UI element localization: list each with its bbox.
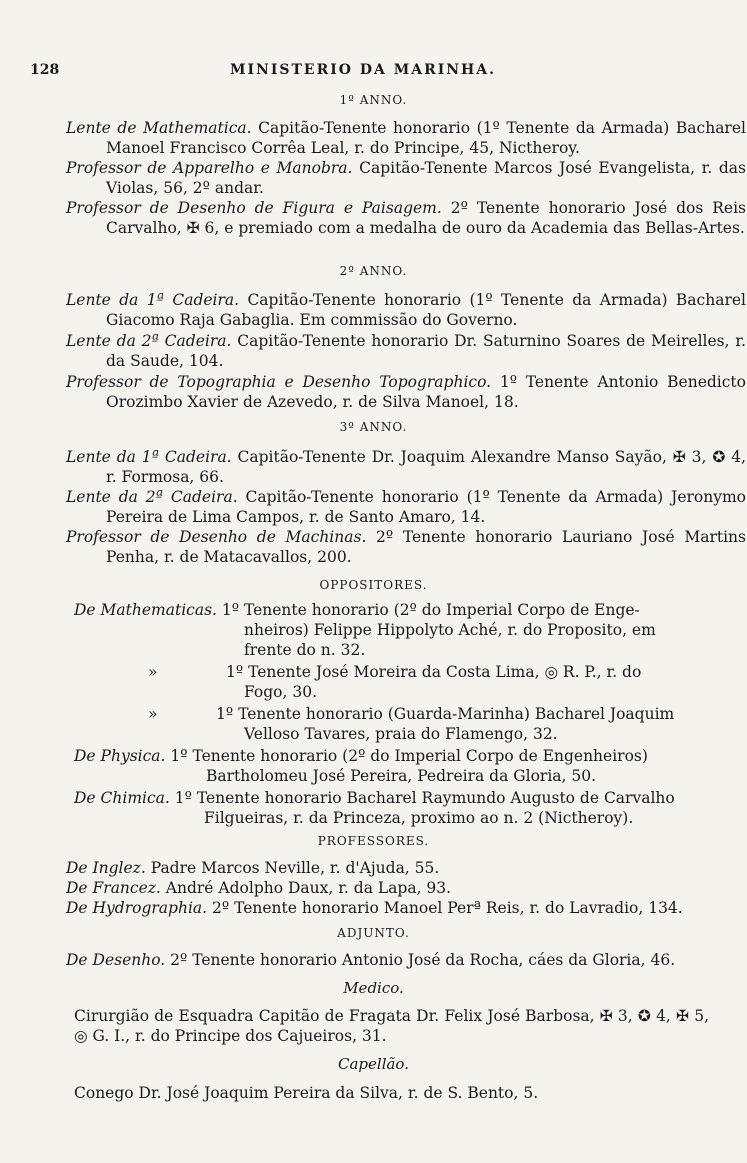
entry-professor-desenho-figura — [66, 198, 746, 238]
ditto-mark: » — [148, 663, 158, 681]
entry-text: Capitão-Tenente honorario (1º Tenente da Armada) Jeronymo Pereira de Lima Campos, r. de Santo Amaro, 14. — [106, 488, 747, 526]
oppositor-mathematicas-line2: nheiros) Felippe Hippolyto Aché, r. do Proposito, em — [244, 621, 656, 639]
entry-hydrographia — [66, 898, 746, 918]
entry-text: 1º Tenente honorario (2º do Imperial Corpo de Enge- — [221, 601, 640, 619]
entry-professor-machinas — [66, 527, 746, 567]
entry-text: Capitão-Tenente honorario (1º Tenente da Armada) Bacharel Manoel Francisco Corrêa Leal, r. do Principe, 45, Nictheroy. — [106, 119, 746, 157]
section-first-year: 1º ANNO. — [339, 93, 408, 107]
entry-francez — [66, 878, 746, 898]
entry-text: Capitão-Tenente Dr. Joaquim Alexandre Manso Sayão, ✠ 3, ✪ 4, r. Formosa, 66. — [106, 448, 747, 486]
entry-lente-2-cadeira-3 — [66, 487, 746, 527]
entry-text: Capitão-Tenente honorario (1º Tenente da Armada) Bacharel Giacomo Raja Gabaglia. Em commissão do Governo. — [106, 291, 746, 329]
entry-label: De Chimica. — [74, 789, 170, 807]
entry-label: Professor de Topographia e Desenho Topographico. — [66, 373, 492, 391]
entry-professor-apparelho — [66, 158, 746, 198]
entry-text: Capitão-Tenente Marcos José Evangelista, r. das Violas, 56, 2º andar. — [106, 159, 746, 197]
entry-text: 2º Tenente honorario Lauriano José Martins Penha, r. de Matacavallos, 200. — [106, 528, 746, 566]
entry-text: 2º Tenente honorario Manoel Perª Reis, r. do Lavradio, 134. — [207, 899, 683, 917]
entry-label: De Mathematicas. — [74, 601, 217, 619]
entry-lente-2-cadeira — [66, 331, 746, 371]
section-second-year: 2º ANNO. — [339, 264, 408, 278]
entry-text: Padre Marcos Neville, r. d'Ajuda, 55. — [145, 859, 440, 877]
entry-lente-1-cadeira — [66, 290, 746, 330]
entry-text: André Adolpho Daux, r. da Lapa, 93. — [160, 879, 452, 897]
section-capellao: Capellão. — [338, 1055, 409, 1073]
oppositor-mathematicas — [74, 600, 640, 620]
oppositor-mathematicas-3-line2: Velloso Tavares, praia do Flamengo, 32. — [244, 725, 558, 743]
entry-label: De Hydrographia. — [66, 899, 208, 917]
oppositor-mathematicas-3: 1º Tenente honorario (Guarda-Marinha) Bacharel Joaquim — [216, 705, 675, 723]
entry-professor-topographia — [66, 372, 746, 412]
entry-inglez — [66, 858, 746, 878]
oppositor-physica-line2: Bartholomeu José Pereira, Pedreira da Gloria, 50. — [206, 767, 597, 785]
entry-lente-mathematica — [66, 118, 746, 158]
entry-label: Professor de Desenho de Figura e Paisagem. — [66, 199, 442, 217]
entry-label: Professor de Apparelho e Manobra. — [66, 159, 353, 177]
section-oppositores: OPPOSITORES. — [319, 578, 428, 592]
page-title: MINISTERIO DA MARINHA. — [230, 62, 497, 78]
entry-text: 2º Tenente honorario Antonio José da Rocha, cáes da Gloria, 46. — [165, 951, 676, 969]
section-adjunto: ADJUNTO. — [337, 926, 410, 940]
entry-label: Lente da 2ª Cadeira. — [66, 488, 238, 506]
entry-label: De Inglez. — [66, 859, 146, 877]
oppositor-physica — [74, 746, 648, 766]
entry-label: Lente da 1ª Cadeira. — [66, 291, 240, 309]
entry-desenho — [66, 950, 746, 970]
oppositor-chimica — [74, 788, 675, 808]
oppositor-chimica-line2: Filgueiras, r. da Princeza, proximo ao n. 2 (Nictheroy). — [204, 809, 634, 827]
oppositor-mathematicas-line3: frente do n. 32. — [244, 641, 366, 659]
section-medico: Medico. — [343, 979, 404, 997]
entry-text: 2º Tenente honorario José dos Reis Carvalho, ✠ 6, e premiado com a medalha de ouro da Academia das Bellas-Artes. — [106, 199, 746, 237]
oppositor-mathematicas-2-line2: Fogo, 30. — [244, 683, 317, 701]
entry-capellao: Conego Dr. José Joaquim Pereira da Silva, r. de S. Bento, 5. — [74, 1084, 539, 1102]
entry-label: De Desenho. — [66, 951, 166, 969]
entry-text: 1º Tenente honorario (2º do Imperial Corpo de Engenheiros) — [170, 747, 648, 765]
entry-label: Lente da 2ª Cadeira. — [66, 332, 232, 350]
entry-text: Capitão-Tenente honorario Dr. Saturnino Soares de Meirelles, r. da Saude, 104. — [106, 332, 746, 370]
section-third-year: 3º ANNO. — [339, 420, 408, 434]
entry-text: 1º Tenente Antonio Benedicto Orozimbo Xavier de Azevedo, r. de Silva Manoel, 18. — [106, 373, 746, 411]
ditto-mark: » — [148, 705, 158, 723]
entry-text: 1º Tenente honorario Bacharel Raymundo Augusto de Carvalho — [174, 789, 675, 807]
entry-medico: Cirurgião de Esquadra Capitão de Fragata Dr. Felix José Barbosa, ✠ 3, ✪ 4, ✠ 5, ◎ G. I., r. do Principe dos Cajueiros, 31. — [74, 1007, 709, 1045]
section-professores: PROFESSORES. — [317, 834, 430, 848]
entry-label: Lente da 1ª Cadeira. — [66, 448, 232, 466]
entry-label: Professor de Desenho de Machinas. — [66, 528, 367, 546]
entry-label: De Francez. — [66, 879, 161, 897]
oppositor-mathematicas-2: 1º Tenente José Moreira da Costa Lima, ◎ R. P., r. do — [226, 663, 642, 681]
entry-lente-1-cadeira-3 — [66, 447, 746, 487]
entry-label: Lente de Mathematica. — [66, 119, 252, 137]
page-number: 128 — [30, 62, 60, 78]
entry-label: De Physica. — [74, 747, 166, 765]
